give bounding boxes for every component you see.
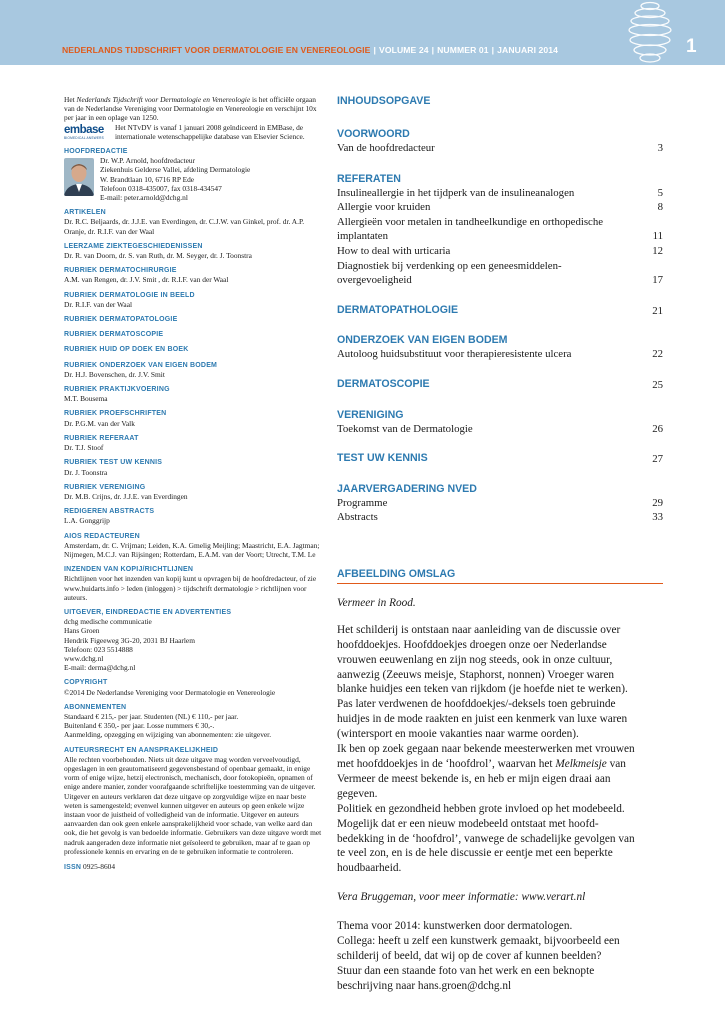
issue-date: JANUARI 2014 (497, 45, 559, 55)
toc-item[interactable]: Allergieën voor metalen in tandheelkundige en orthopedische (337, 215, 604, 228)
embase-logo: embase BIOMEDICAL ANSWERS (64, 123, 104, 140)
section-text: Dr. T.J. Stoof (64, 443, 104, 453)
toc-item[interactable]: DERMATOPATHOLOGIE 21 (337, 303, 663, 317)
colophon-intro: Het Nederlands Tijdschrift voor Dermatologie en Venereologie is het officiële orgaan van de Nederlandse Vereniging voor Dermatologie en Venereologie en verschijnt 10x per jaar in een oplage van 1250. (64, 95, 317, 123)
editor-photo (64, 158, 94, 196)
toc-item[interactable]: Autoloog huidsubstituut voor therapieresistente ulcera 22 (337, 348, 663, 361)
section-heading: COPYRIGHT (64, 679, 108, 687)
toc-item[interactable]: Toekomst van de Dermatologie 26 (337, 422, 663, 435)
section-heading: ARTIKELEN (64, 209, 106, 217)
toc-item[interactable]: Insulineallergie in het tijdperk van de insulineanalogen 5 (337, 186, 663, 199)
toc-item[interactable]: implantaten 11 (337, 230, 663, 243)
toc-heading[interactable]: VOORWOORD (337, 128, 410, 140)
toc-item[interactable]: DERMATOSCOPIE 25 (337, 377, 663, 391)
section-heading: RUBRIEK ONDERZOEK VAN EIGEN BODEM (64, 361, 218, 369)
section-heading: RUBRIEK VERENIGING (64, 483, 146, 491)
section-heading: RUBRIEK DERMATOSCOPIE (64, 331, 164, 339)
hoofdredactie-heading: HOOFDREDACTIE (64, 148, 128, 156)
section-heading: ABONNEMENTEN (64, 703, 127, 711)
cover-call: Thema voor 2014: kunstwerken door dermatologen. Collega: heeft u zelf een kunstwerk gemaakt, bijvoorbeeld een schilderij of beeld, dat wij op de cover af kunnen beelden? Stuur dan een staande foto van het werk en een beknopte beschrijving naar hans.groen@dchg.nl (337, 920, 620, 992)
toc-heading[interactable]: JAARVERGADERING NVED (337, 482, 477, 495)
divider (337, 583, 663, 584)
toc-item[interactable]: Diagnostiek bij verdenking op een geneesmiddelen- (337, 259, 562, 272)
cover-subtitle: Vermeer in Rood. (337, 596, 416, 609)
editor-email[interactable]: E-mail: peter.arnold@dchg.nl (100, 193, 188, 203)
section-heading: AIOS REDACTEUREN (64, 532, 140, 540)
spiral-logo-icon (614, 0, 684, 65)
cover-credit[interactable]: Vera Bruggeman, voor meer informatie: www.verart.nl (337, 891, 586, 904)
editor-details: Dr. W.P. Arnold, hoofdredacteur Ziekenhuis Gelderse Vallei, afdeling Dermatologie W. Brandtlaan 10, 6716 RP Ede Telefoon 0318-435007, fax 0318-434547 E-mail: peter.arnold@dchg.nl (100, 156, 251, 203)
editor-block (64, 156, 324, 202)
section-heading: RUBRIEK PRAKTIJKVOERING (64, 386, 170, 394)
journal-name: NEDERLANDS TIJDSCHRIFT VOOR DERMATOLOGIE EN VENEREOLOGIE (62, 45, 371, 55)
section-heading: RUBRIEK DERMATOLOGIE IN BEELD (64, 291, 195, 299)
issn: ISSN 0925-8604 (64, 862, 116, 872)
cover-paragraph: Het schilderij is ontstaan naar aanleiding van de discussie over hoofddoekjes. Hoofddoekjes droegen onze oer Nederlandse vrouwen eeuwenlang en zijn nog steeds, ook in onze cultuur, aanwezig (Zeeuws meisje, Staphorst, nonnen) Vroeger waren blanke huidjes een teken van rijkdom (je hoefde niet te werken). Pas later verdwenen de hoofddoekjes/-deksels toen gebruinde huidjes in de mode raakten en juist een kenmerk van luxe waren (wintersport en mooie vakanties naar warme oorden). Ik ben op zoek gegaan naar bekende meesterwerken met vrouwen met hoofddoekjes in de ‘hoofdrol’, waarvan het Melkmeisje van Vermeer de meest bekende is, en heb er mijn eigen draai aan gegeven. Politiek en gezondheid hebben grote invloed op het modebeeld. Mogelijk dat er een nieuw modebeeld ontstaat met hoofd- bedekking in de ‘hoofdrol’, vanwege de schadelijke gevolgen van te veel zon, en is de hele discussie er eentje met een beperkte houdbaarheid. (337, 623, 635, 875)
section-heading: REDIGEREN ABSTRACTS (64, 508, 155, 516)
section-heading: RUBRIEK DERMATOCHIRURGIE (64, 267, 177, 275)
section-text: Dr. R.C. Beljaards, dr. J.J.E. van Everdingen, dr. C.J.W. van Ginkel, prof. dr. A.P. Oranje, dr. R.I.F. van der Waal (64, 217, 305, 236)
issue-number: NUMMER 01 (437, 45, 489, 55)
page-number: 1 (686, 36, 697, 57)
toc-item[interactable]: Abstracts 33 (337, 511, 663, 524)
toc-heading[interactable]: REFERATEN (337, 172, 401, 185)
section-text: Amsterdam, dr. C. Vrijman; Leiden, K.A. Gmelig Meijling; Maastricht, E.A. Jagtman; Nijmegen, M.C.J. van Rijsingen; Rotterdam, E.A.M. van der Voort; Utrecht, T.M. Le (64, 540, 320, 559)
section-heading: INZENDEN VAN KOPIJ/RICHTLIJNEN (64, 566, 194, 574)
toc-item[interactable]: TEST UW KENNIS 27 (337, 452, 663, 466)
section-text: Dr. P.G.M. van der Valk (64, 418, 135, 428)
toc-heading[interactable]: VERENIGING (337, 408, 404, 421)
section-text: Dr. R. van Doorn, dr. S. van Ruth, dr. M. Seyger, dr. J. Toonstra (64, 251, 252, 261)
running-header: NEDERLANDS TIJDSCHRIFT VOOR DERMATOLOGIE EN VENEREOLOGIE | VOLUME 24 | NUMMER 01 | JANUARI 2014 (62, 45, 559, 55)
section-heading: RUBRIEK PROEFSCHRIFTEN (64, 410, 167, 418)
publisher-email[interactable]: E-mail: derma@dchg.nl (64, 663, 136, 673)
toc-item[interactable]: Van de hoofdredacteur 3 (337, 142, 663, 154)
publisher-website[interactable]: www.dchg.nl (64, 653, 104, 663)
section-text: Richtlijnen voor het inzenden van kopij kunt u opvragen bij de hoofdredacteur, of zie www.huidarts.info > leden (inloggen) > tijdschrift dermatologie > richtlijnen voor auteurs. (64, 574, 317, 602)
volume: VOLUME 24 (379, 45, 429, 55)
cover-heading: AFBEELDING OMSLAG (337, 567, 456, 580)
toc-item[interactable]: How to deal with urticaria 12 (337, 244, 663, 257)
toc-item[interactable]: Programme 29 (337, 496, 663, 509)
section-heading: LEERZAME ZIEKTEGESCHIEDENISSEN (64, 242, 203, 250)
section-text: Alle rechten voorbehouden. Niets uit deze uitgave mag worden verveelvoudigd, opgeslagen in een geautomatiseerd gegevensbestand of openbaar gemaakt, in enige vorm of enige wijze, hetzij electronisch, mechanisch, door fotokopieën, opnamen of enige andere manier, zonder voorafgaande schriftelijke toestemming van de uitgever. Uitgever en auteurs verklaren dat deze uitgave op zorgvuldige wijze en naar beste weten is samengesteld; evenwel kunnen uitgever en auteurs op geen enkele wijze instaan voor de juistheid of volledigheid van de informatie. Uitgever en auteurs aanvaarden dan ook geen enkele aansprakelijkheid voor schade, van welke aard dan ook, die het gevolg is van bedoelde informatie. Gebruikers van deze uitgave wordt met nadruk aangeraden deze informatie niet geïsoleerd te gebruiken, maar af te gaan op professionele kennis en ervaring en de te gebruiken informatie te controleren. (64, 754, 322, 856)
toc-title: INHOUDSOPGAVE (337, 95, 431, 107)
section-heading: RUBRIEK DERMATOPATOLOGIE (64, 316, 178, 324)
table-of-contents (337, 95, 663, 994)
section-heading: RUBRIEK REFERAAT (64, 434, 139, 442)
embase-text: Het NTvDV is vanaf 1 januari 2008 geïndiceerd in EMBase, de internationale wetenschappelijke database van Elsevier Science. (115, 122, 305, 141)
toc-item[interactable]: Allergie voor kruiden 8 (337, 201, 663, 214)
section-text: Dr. H.J. Bovenschen, dr. J.V. Smit (64, 369, 165, 379)
embase-notice (64, 123, 324, 141)
section-text: Dr. M.B. Crijns, dr. J.J.E. van Everdingen (64, 491, 188, 501)
section-text: ©2014 De Nederlandse Vereniging voor Dermatologie en Venereologie (64, 687, 276, 697)
section-text: L.A. Gonggrijp (64, 516, 110, 526)
section-text: Dr. R.I.F. van der Waal (64, 299, 133, 309)
section-heading: AUTEURSRECHT EN AANSPRAKELIJKHEID (64, 746, 219, 754)
toc-item[interactable]: overgevoeligheid 17 (337, 274, 663, 287)
header-band (0, 0, 725, 65)
section-text: A.M. van Rengen, dr. J.V. Smit , dr. R.I.F. van der Waal (64, 275, 229, 285)
section-heading: RUBRIEK HUID OP DOEK EN BOEK (64, 346, 189, 354)
colophon: Het Nederlands Tijdschrift voor Dermatologie en Venereologie is het officiële orgaan van de Nederlandse Vereniging voor Dermatologie en Venereologie en verschijnt 10x per jaar in een oplage van 1250. embase BIOMEDICAL ANSWERS Het NTvDV is vanaf 1 januari 2008 geïndiceerd in EMBase, de internationale wetenschappelijke database van Elsevier Science. HOOFDREDACTIE Dr. W.P. Arnold, hoofdredacteur Ziekenhuis Gelderse Vallei, afdeling Dermatologie W. Brandtlaan 10, 6716 RP Ede Telefoon 0318-435007, fax 0318-434547 E-mail: peter.arnold@dchg.nl ARTIKELEN Dr. R.C. Beljaards, dr. J.J.E. van Everdingen, dr. C.J.W. van Ginkel, prof. dr. A.P. Oranje, dr. R.I.F. van der Waal LEERZAME ZIEKTEGESCHIEDENISSEN Dr. R. van Doorn, dr. S. van Ruth, dr. M. Seyger, dr. J. Toonstra RUBRIEK DERMATOCHIRURGIE A.M. van Rengen, dr. J.V. Smit , dr. R.I.F. van der Waal RUBRIEK DERMATOLOGIE IN BEELD Dr. R.I.F. van der Waal RUBRIEK DERMATOPATOLOGIE RUBRIEK DERMATOSCOPIE RUBRIEK HUID OP DOEK EN BOEK RUBRIEK ONDERZOEK VAN EIGEN BODEM Dr. H.J. Bovenschen, dr. J.V. Smit RUBRIEK PRAKTIJKVOERING M.T. Bousema RUBRIEK PROEFSCHRIFTEN Dr. P.G.M. van der Valk RUBRIEK REFERAAT Dr. T.J. Stoof RUBRIEK TEST UW KENNIS Dr. J. Toonstra RUBRIEK VERENIGING Dr. M.B. Crijns, dr. J.J.E. van Everdingen REDIGEREN ABSTRACTS L.A. Gonggrijp AIOS REDACTEUREN Amsterdam, dr. C. Vrijman; Leiden, K.A. Gmelig Meijling; Maastricht, E.A. Jagtman; Nijmegen, M.C.J. van Rijsingen; Rotterdam, E.A.M. van der Voort; Utrecht, T.M. Le INZENDEN VAN KOPIJ/RICHTLIJNEN Richtlijnen voor het inzenden van kopij kunt u opvragen bij de hoofdredacteur, of zie www.huidarts.info > leden (inloggen) > tijdschrift dermatologie > richtlijnen voor auteurs. UITGEVER, EINDREDACTIE EN ADVERTENTIES dchg medische communicatie Hans Groen Hendrik Figeeweg 3G-20, 2031 BJ Haarlem Telefoon: 023 5514888 www.dchg.nl E-mail: derma@dchg.nl COPYRIGHT ©2014 De Nederlandse Vereniging voor Dermatologie en Venereologie ABONNEMENTEN Standaard € 215,- per jaar. Studenten (NL) € 110,- per jaar. Buitenland € 350,- per jaar. Losse nummers € 30,-. Aanmelding, opzegging en wijziging van abonnementen: zie uitgever. AUTEURSRECHT EN AANSPRAKELIJKHEID Alle rechten voorbehouden. Niets uit deze uitgave mag worden verveelvoudigd, opgeslagen in een geautomatiseerd gegevensbestand of openbaar gemaakt, in enige vorm of enige wijze, hetzij electronisch, mechanisch, door fotokopieën, opnamen of enige andere manier, zonder voorafgaande schriftelijke toestemming van de uitgever. Uitgever en auteurs verklaren dat deze uitgave op zorgvuldige wijze en naar beste weten is samengesteld; evenwel kunnen uitgever en auteurs op geen enkele wijze instaan voor de juistheid of volledigheid van de informatie. Uitgever en auteurs aanvaarden dan ook geen enkele aansprakelijkheid voor schade, van welke aard dan ook, die het gevolg is van bedoelde informatie. Gebruikers van deze uitgave wordt met nadruk aangeraden deze informatie niet geïsoleerd te gebruiken, maar af te gaan op professionele kennis en ervaring en de te gebruiken informatie te controleren. ISSN 0925-8604 (64, 95, 324, 872)
section-heading: UITGEVER, EINDREDACTIE EN ADVERTENTIES (64, 608, 232, 616)
section-heading: RUBRIEK TEST UW KENNIS (64, 459, 163, 467)
cover-section (337, 568, 663, 994)
section-text: Dr. J. Toonstra (64, 467, 108, 477)
section-text: M.T. Bousema (64, 394, 108, 404)
toc-heading[interactable]: ONDERZOEK VAN EIGEN BODEM (337, 334, 508, 347)
